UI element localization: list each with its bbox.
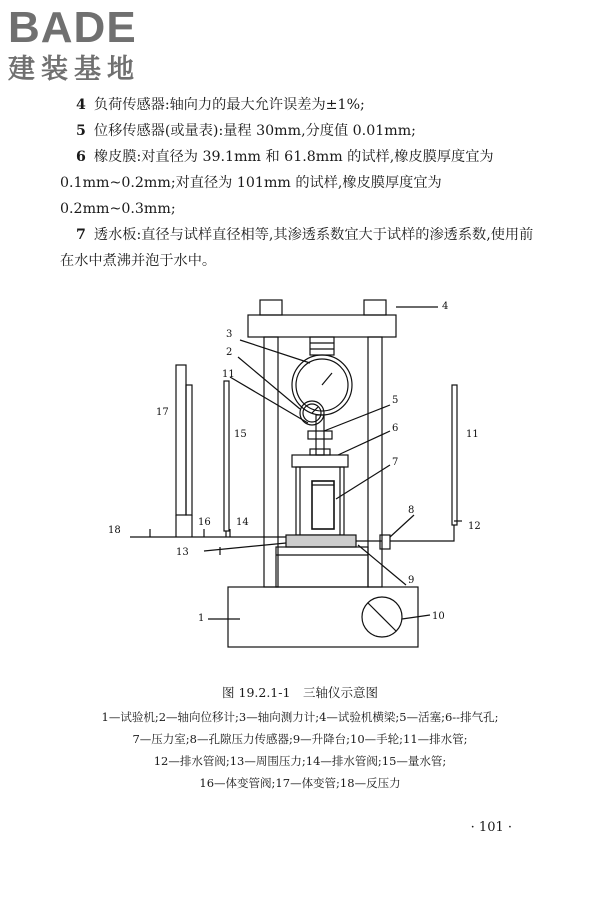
watermark-logo	[8, 4, 140, 86]
legend-line-1: 1—试验机;2—轴向位移计;3—轴向测力计;4—试验机横梁;5—活塞;6--排气孔;	[101, 710, 499, 724]
drain-tube	[452, 385, 457, 525]
label-13: 13	[176, 547, 189, 558]
legend-line-4: 16—体变管阀;17—体变管;18—反压力	[199, 776, 401, 790]
lifting-platform	[276, 547, 368, 587]
label-1: 1	[198, 613, 205, 624]
label-7: 7	[392, 457, 399, 468]
label-10: 10	[432, 611, 445, 622]
specimen	[312, 481, 334, 529]
item-5: 5 位移传感器(或量表):量程 30mm,分度值 0.01mm;	[76, 123, 416, 139]
label-8: 8	[408, 505, 415, 516]
chamber-cap	[292, 455, 348, 467]
label-17: 17	[156, 407, 169, 418]
logo-wordmark: BADE	[8, 3, 137, 52]
pressure-chamber	[296, 467, 344, 535]
crossbeam	[248, 315, 396, 337]
label-11-right: 11	[466, 429, 479, 440]
page-number: · 101 ·	[470, 820, 512, 835]
legend-line-3: 12—排水管阀;13—周围压力;14—排水管阀;15—量水管;	[153, 754, 447, 768]
label-3: 3	[226, 329, 233, 340]
triaxial-apparatus-diagram	[100, 285, 500, 675]
figure-labels	[108, 301, 481, 624]
item-4: 4 负荷传感器:轴向力的最大允许误差为±1%;	[76, 97, 365, 113]
label-18: 18	[108, 525, 121, 536]
label-2: 2	[226, 347, 233, 358]
label-11-left: 11	[222, 369, 235, 380]
figure-caption: 图 19.2.1-1 三轴仪示意图	[222, 685, 378, 700]
chamber-base	[286, 535, 356, 547]
nut-left	[260, 300, 282, 315]
load-cell	[310, 337, 334, 355]
label-4: 4	[442, 301, 449, 312]
label-12: 12	[468, 521, 481, 532]
volume-change-tube	[176, 365, 186, 515]
testing-machine-base	[228, 587, 418, 647]
measuring-tube	[224, 381, 229, 531]
legend-line-2: 7—压力室;8—孔隙压力传感器;9—升降台;10—手轮;11—排水管;	[132, 732, 468, 746]
label-14: 14	[236, 517, 249, 528]
logo-subtitle: 建装基地	[8, 54, 140, 85]
label-9: 9	[408, 575, 415, 586]
label-16: 16	[198, 517, 211, 528]
item-7: 7 透水板:直径与试样直径相等,其渗透系数宜大于试样的渗透系数,使用前在水中煮沸并泡于水中。	[60, 227, 534, 269]
label-6: 6	[392, 423, 399, 434]
item-6: 6 橡皮膜:对直径为 39.1mm 和 61.8mm 的试样,橡皮膜厚度宜为 0.1mm~0.2mm;对直径为 101mm 的试样,橡皮膜厚度宜为 0.2mm~0.3mm;	[60, 149, 494, 217]
nut-right	[364, 300, 386, 315]
label-15: 15	[234, 429, 247, 440]
label-5: 5	[392, 395, 399, 406]
